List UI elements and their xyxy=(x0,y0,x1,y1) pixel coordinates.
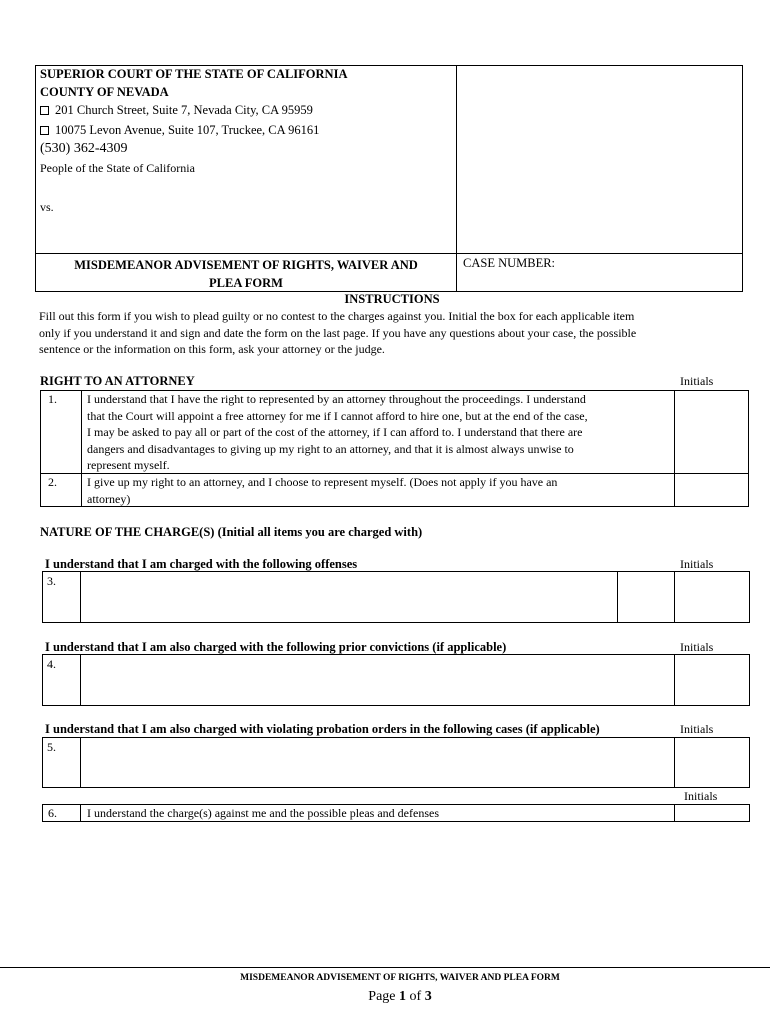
text-line: I understand that I have the right to represented by an attorney throughout the proceedings. I understand xyxy=(87,392,586,406)
initials-box-3[interactable] xyxy=(676,573,747,620)
initials-box-6[interactable] xyxy=(676,806,747,820)
item-number: 3. xyxy=(47,574,56,588)
text-line: attorney) xyxy=(87,491,131,506)
offenses-field[interactable] xyxy=(82,573,615,620)
checkbox-icon[interactable] xyxy=(40,106,49,115)
text-line: that the Court will appoint a free attorney for me if I cannot afford to hire one, but at the end of the case, xyxy=(87,408,588,423)
footer-title: MISDEMEANOR ADVISEMENT OF RIGHTS, WAIVER AND PLEA FORM xyxy=(240,973,560,983)
attorney-item-2-text xyxy=(87,474,557,507)
instructions-line-3: sentence or the information on this form, ask your attorney or the judge. xyxy=(39,342,385,356)
instructions-line-2: only if you understand it and sign and date the form on the last page. If you have any questions about your case, the possible xyxy=(39,325,637,340)
footer-rule xyxy=(0,967,770,968)
initials-box-2[interactable] xyxy=(676,475,747,505)
form-title-line-2: PLEA FORM xyxy=(209,276,283,290)
address-2-text: 10075 Levon Avenue, Suite 107, Truckee, CA 96161 xyxy=(55,123,320,137)
initials-header: Initials xyxy=(680,557,714,571)
offenses-label: I understand that I am charged with the following offenses xyxy=(45,557,358,571)
item-number: 5. xyxy=(47,740,56,754)
case-number-field[interactable] xyxy=(560,256,738,286)
checkbox-icon[interactable] xyxy=(40,126,49,135)
initials-header: Initials xyxy=(680,640,714,654)
item-number: 1. xyxy=(48,392,57,406)
address-option-1[interactable] xyxy=(40,103,313,118)
priors-field[interactable] xyxy=(82,656,672,703)
attorney-item-1-text xyxy=(87,391,588,474)
page-of: of xyxy=(406,989,425,1004)
initials-header: Initials xyxy=(680,374,714,388)
page-current: 1 xyxy=(399,989,407,1004)
initials-box-5[interactable] xyxy=(676,739,747,785)
priors-label: I understand that I am also charged with the following prior convictions (if applicable) xyxy=(45,640,507,654)
item-6-text: I understand the charge(s) against me and the possible pleas and defenses xyxy=(87,806,439,820)
probation-label: I understand that I am also charged with violating probation orders in the following cases (if applicable) xyxy=(45,722,600,736)
probation-field[interactable] xyxy=(82,739,672,785)
page-total: 3 xyxy=(424,989,432,1004)
form-title-line-1: MISDEMEANOR ADVISEMENT OF RIGHTS, WAIVER AND xyxy=(74,258,418,272)
initials-box-4[interactable] xyxy=(676,656,747,703)
court-name: SUPERIOR COURT OF THE STATE OF CALIFORNIA xyxy=(40,67,348,81)
county-name: COUNTY OF NEVADA xyxy=(40,85,169,99)
instructions-heading: INSTRUCTIONS xyxy=(344,292,440,306)
charges-heading: NATURE OF THE CHARGE(S) (Initial all items you are charged with) xyxy=(40,525,423,539)
item-number: 2. xyxy=(48,475,57,489)
text-line: represent myself. xyxy=(87,458,170,472)
item-number: 4. xyxy=(47,657,56,671)
address-1-text: 201 Church Street, Suite 7, Nevada City, CA 95959 xyxy=(55,103,313,117)
text-line: I may be asked to pay all or part of the cost of the attorney, if I can afford to. I understand that there are xyxy=(87,425,583,439)
page-prefix: Page xyxy=(368,989,400,1004)
page-number xyxy=(0,989,770,1005)
offenses-extra-field[interactable] xyxy=(619,573,672,620)
address-option-2[interactable] xyxy=(40,123,319,138)
text-line: I give up my right to an attorney, and I choose to represent myself. (Does not apply if you have an xyxy=(87,475,558,489)
instructions-line-1: Fill out this form if you wish to plead guilty or no contest to the charges against you. Initial the box for each applicable item xyxy=(39,309,635,323)
case-number-label: CASE NUMBER: xyxy=(463,256,556,270)
instructions-text xyxy=(39,308,636,358)
initials-header: Initials xyxy=(680,722,714,736)
initials-box-1[interactable] xyxy=(676,392,747,472)
text-line: dangers and disadvantages to giving up my right to an attorney, and that it is almost always unwise to xyxy=(87,441,574,456)
item-number: 6. xyxy=(48,806,57,820)
versus: vs. xyxy=(40,200,54,214)
attorney-heading: RIGHT TO AN ATTORNEY xyxy=(40,374,195,388)
form-title xyxy=(36,256,456,292)
initials-header: Initials xyxy=(684,789,718,803)
court-phone: (530) 362-4309 xyxy=(40,141,128,156)
plaintiff: People of the State of California xyxy=(40,161,195,175)
